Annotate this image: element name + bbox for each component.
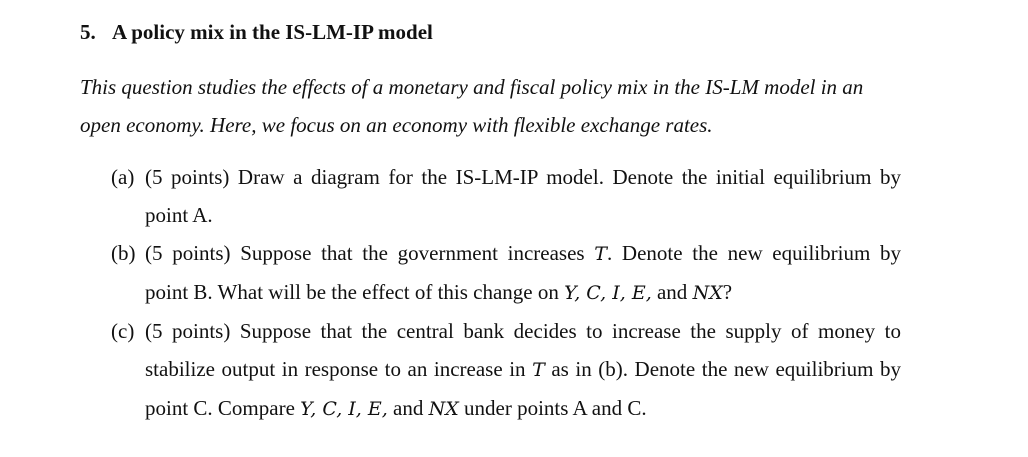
sub-question-c-line-2 (111, 350, 901, 389)
sub-question-b (111, 234, 901, 312)
intro-line-2: open economy. Here, we focus on an economy with flexible exchange rates. (80, 113, 713, 137)
math-variable-t: T (532, 359, 545, 381)
question-number: 5. (80, 20, 96, 44)
sub-question-b-line-1 (111, 234, 901, 273)
sub-question-text: ? (722, 280, 733, 304)
question-intro (80, 68, 900, 144)
question-heading (80, 20, 433, 45)
sub-question-b-line-2 (111, 273, 901, 312)
intro-line-1: This question studies the effects of a monetary and fiscal policy mix in the IS-LM model in an (80, 75, 864, 99)
sub-question-text: (5 points) Draw a diagram for the IS-LM-IP model. Denote the initial equilibrium by (145, 165, 901, 189)
math-variable-nx: NX (428, 398, 459, 420)
sub-question-label: (a) (111, 165, 135, 189)
math-variables: Y, C, I, E, (300, 398, 388, 420)
sub-question-a-line-1 (111, 158, 901, 196)
sub-question-text: point B. What will be the effect of this change on (145, 280, 565, 304)
sub-question-text: point C. Compare (145, 396, 301, 420)
sub-question-text: and (387, 396, 429, 420)
sub-question-a-line-2: point A. (145, 203, 213, 227)
math-variable-t: T (594, 243, 607, 265)
sub-question-text: under points A and C. (458, 396, 647, 420)
sub-question-text: and (651, 280, 693, 304)
sub-question-label: (c) (111, 319, 135, 343)
sub-question-c-line-1 (111, 312, 901, 350)
question-title: A policy mix in the IS-LM-IP model (112, 20, 433, 44)
sub-question-a (111, 158, 901, 234)
sub-question-c-line-3 (111, 389, 901, 428)
math-variables: Y, C, I, E, (564, 282, 652, 304)
math-variable-nx: NX (692, 282, 723, 304)
sub-question-text: stabilize output in response to an increase in (145, 357, 533, 381)
sub-question-text: (5 points) Suppose that the government increases (145, 241, 595, 265)
sub-question-text: as in (b). Denote the new equilibrium by (544, 357, 901, 381)
sub-question-label: (b) (111, 241, 136, 265)
sub-question-text: (5 points) Suppose that the central bank decides to increase the supply of money to (145, 319, 901, 343)
sub-question-text: . Denote the new equilibrium by (606, 241, 901, 265)
sub-question-c (111, 312, 901, 428)
sub-question-list (111, 158, 901, 428)
